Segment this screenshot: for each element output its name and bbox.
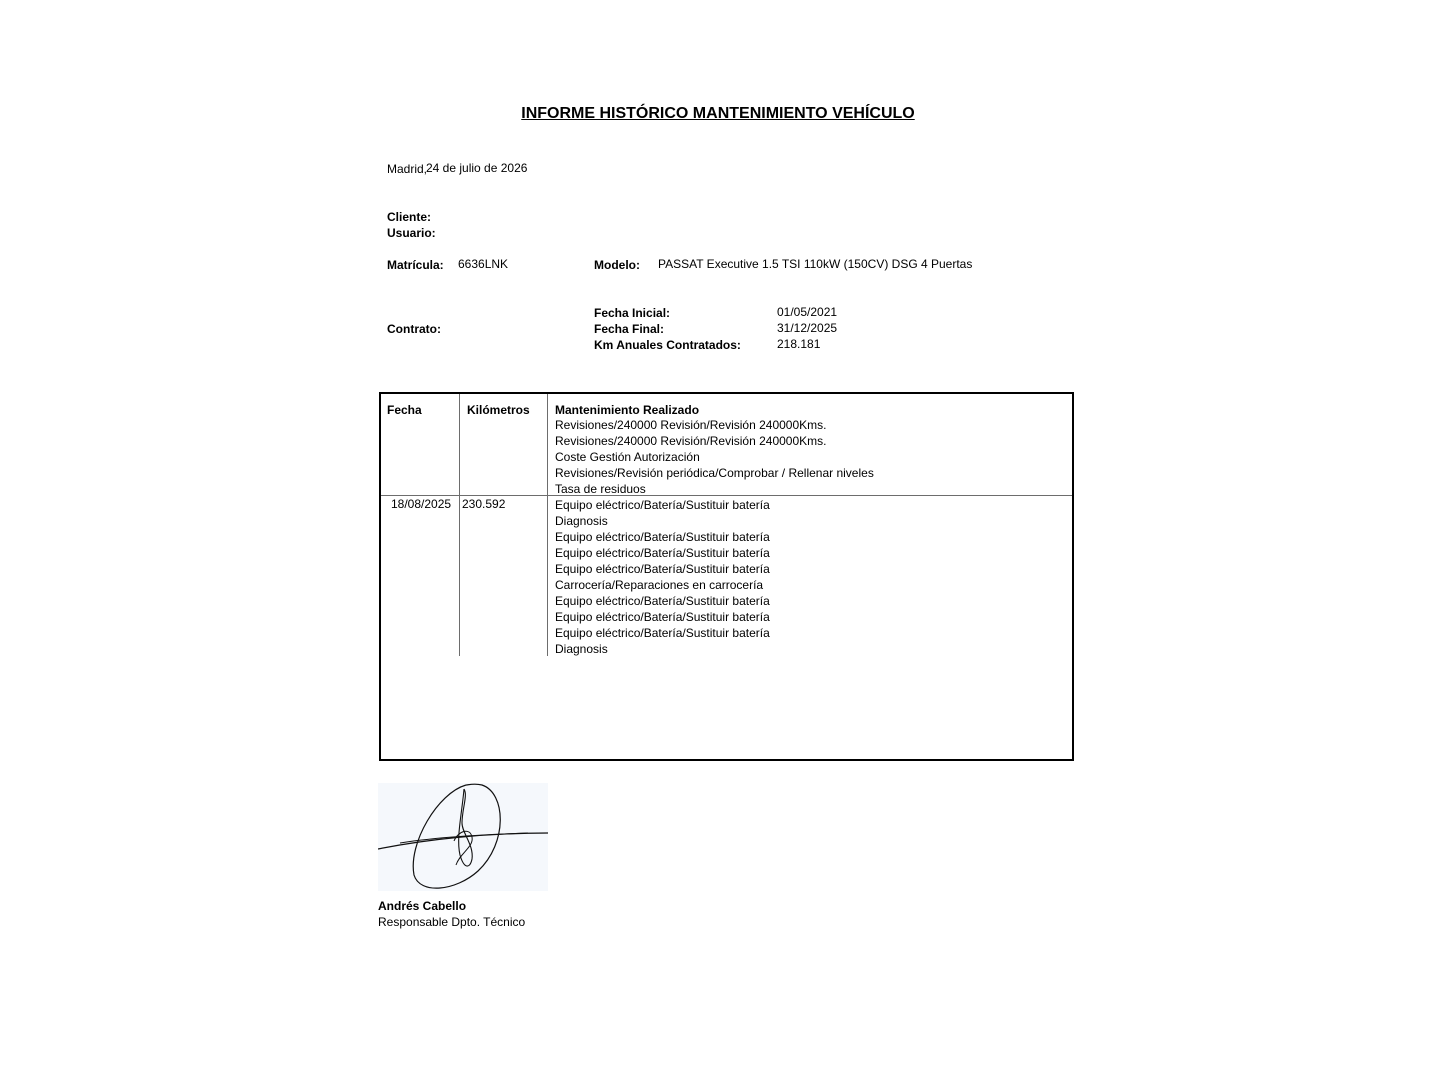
signer-name: Andrés Cabello <box>378 899 467 913</box>
matricula-label: Matrícula: <box>387 258 444 272</box>
page-title: INFORME HISTÓRICO MANTENIMIENTO VEHÍCULO <box>521 105 915 122</box>
maintenance-table <box>379 392 1074 761</box>
list-item: Revisiones/240000 Revisión/Revisión 240000Kms. <box>555 418 827 432</box>
km-anuales-label: Km Anuales Contratados: <box>594 338 741 352</box>
list-item: Equipo eléctrico/Batería/Sustituir batería <box>555 610 770 624</box>
list-item: Equipo eléctrico/Batería/Sustituir batería <box>555 530 770 544</box>
list-item: Equipo eléctrico/Batería/Sustituir batería <box>555 594 770 608</box>
signature-drawing <box>378 783 548 891</box>
usuario-label: Usuario: <box>387 226 436 240</box>
place: Madrid, <box>387 162 428 176</box>
fecha-final-label: Fecha Final: <box>594 322 665 336</box>
list-item: Tasa de residuos <box>555 482 646 496</box>
modelo-label: Modelo: <box>594 258 640 272</box>
column-divider-1 <box>459 394 460 656</box>
report-date: 24 de julio de 2026 <box>426 161 528 175</box>
contrato-label: Contrato: <box>387 322 441 336</box>
row-kilometros: 230.592 <box>462 497 506 511</box>
signer-role: Responsable Dpto. Técnico <box>378 915 526 929</box>
list-item: Equipo eléctrico/Batería/Sustituir batería <box>555 546 770 560</box>
modelo-value: PASSAT Executive 1.5 TSI 110kW (150CV) DSG 4 Puertas <box>658 257 973 271</box>
km-anuales-value: 218.181 <box>777 337 821 351</box>
row-items-list <box>555 497 770 657</box>
list-item: Diagnosis <box>555 514 608 528</box>
list-item: Coste Gestión Autorización <box>555 450 700 464</box>
column-divider-2 <box>547 394 548 656</box>
first-group-list <box>555 417 874 497</box>
list-item: Revisiones/Revisión periódica/Comprobar / Rellenar niveles <box>555 466 874 480</box>
header-fecha: Fecha <box>387 403 422 417</box>
list-item: Equipo eléctrico/Batería/Sustituir batería <box>555 626 770 640</box>
row-fecha: 18/08/2025 <box>391 497 452 511</box>
list-item: Diagnosis <box>555 642 608 656</box>
list-item: Equipo eléctrico/Batería/Sustituir batería <box>555 562 770 576</box>
list-item: Equipo eléctrico/Batería/Sustituir batería <box>555 498 770 512</box>
header-mantenimiento: Mantenimiento Realizado <box>555 403 700 417</box>
fecha-final-value: 31/12/2025 <box>777 321 838 335</box>
list-item: Revisiones/240000 Revisión/Revisión 240000Kms. <box>555 434 827 448</box>
header-kilometros: Kilómetros <box>467 403 530 417</box>
cliente-label: Cliente: <box>387 210 432 224</box>
matricula-value: 6636LNK <box>458 257 509 271</box>
list-item: Carrocería/Reparaciones en carrocería <box>555 578 764 592</box>
fecha-inicial-value: 01/05/2021 <box>777 305 838 319</box>
signature-image <box>378 783 548 891</box>
fecha-inicial-label: Fecha Inicial: <box>594 306 671 320</box>
